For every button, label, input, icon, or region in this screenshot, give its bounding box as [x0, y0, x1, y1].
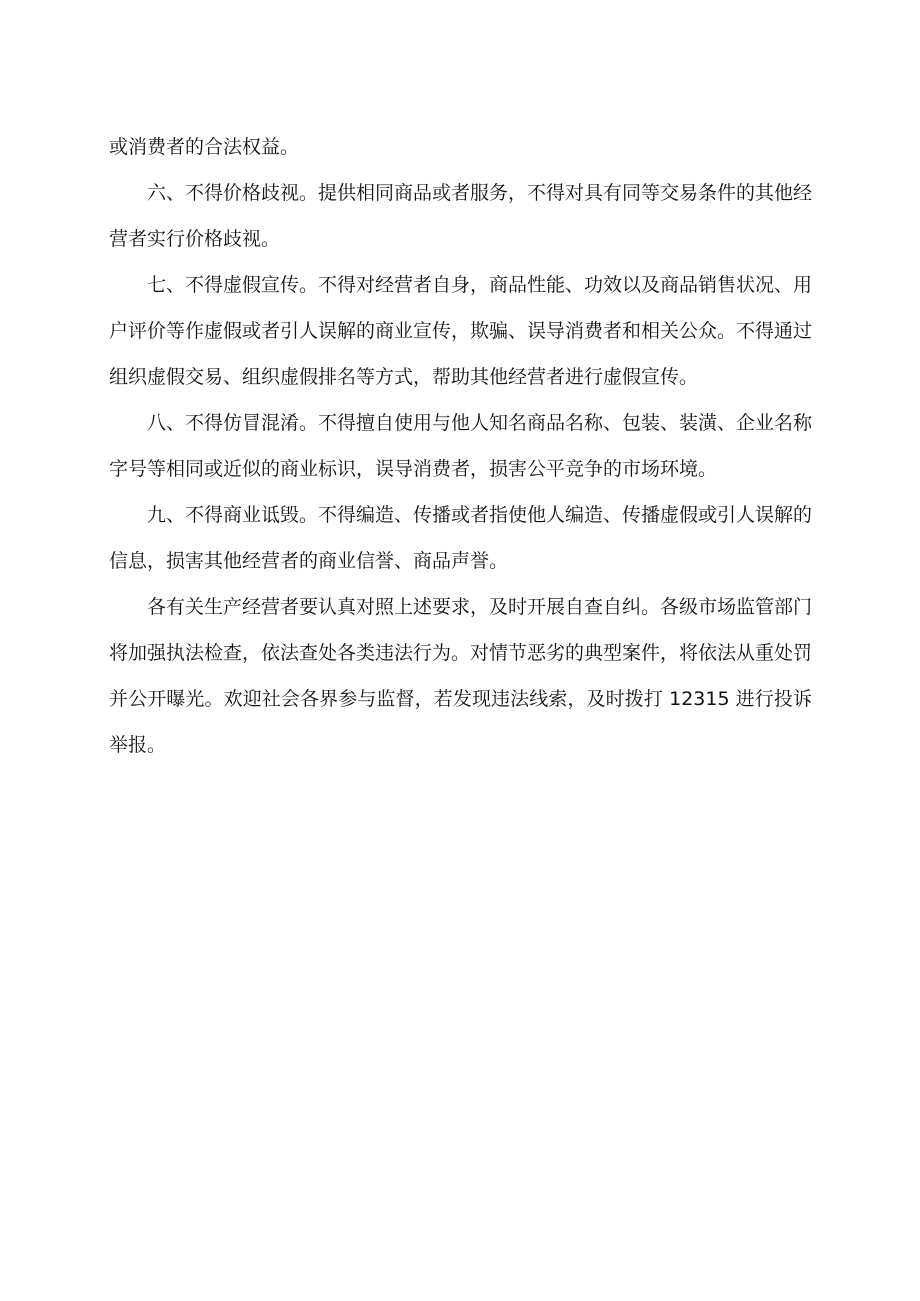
paragraph-item-eight-counterfeit-confusion: 八、不得仿冒混淆。不得擅自使用与他人知名商品名称、包装、装潢、企业名称字号等相同或近似的商业标识，误导消费者，损害公平竞争的市场环境。	[109, 412, 813, 480]
paragraph-item-seven-false-advertising: 七、不得虚假宣传。不得对经营者自身，商品性能、功效以及商品销售状况、用户评价等作虚假或者引人误解的商业宣传，欺骗、误导消费者和相关公众。不得通过组织虚假交易、组织虚假排名等方式，帮助其他经营者进行虚假宣传。	[109, 274, 813, 388]
paragraph-item-nine-commercial-defamation: 九、不得商业诋毁。不得编造、传播或者指使他人编造、传播虚假或引人误解的信息，损害其他经营者的商业信誉、商品声誉。	[109, 504, 813, 572]
document-body	[109, 124, 812, 768]
paragraph-continuation: 或消费者的合法权益。	[109, 136, 300, 158]
paragraph-item-six-price-discrimination: 六、不得价格歧视。提供相同商品或者服务，不得对具有同等交易条件的其他经营者实行价格歧视。	[109, 182, 813, 250]
paragraph-closing-notice: 各有关生产经营者要认真对照上述要求，及时开展自查自纠。各级市场监管部门将加强执法检查，依法查处各类违法行为。对情节恶劣的典型案件，将依法从重处罚并公开曝光。欢迎社会各界参与监督，若发现违法线索，及时拨打 12315 进行投诉举报。	[109, 596, 813, 756]
